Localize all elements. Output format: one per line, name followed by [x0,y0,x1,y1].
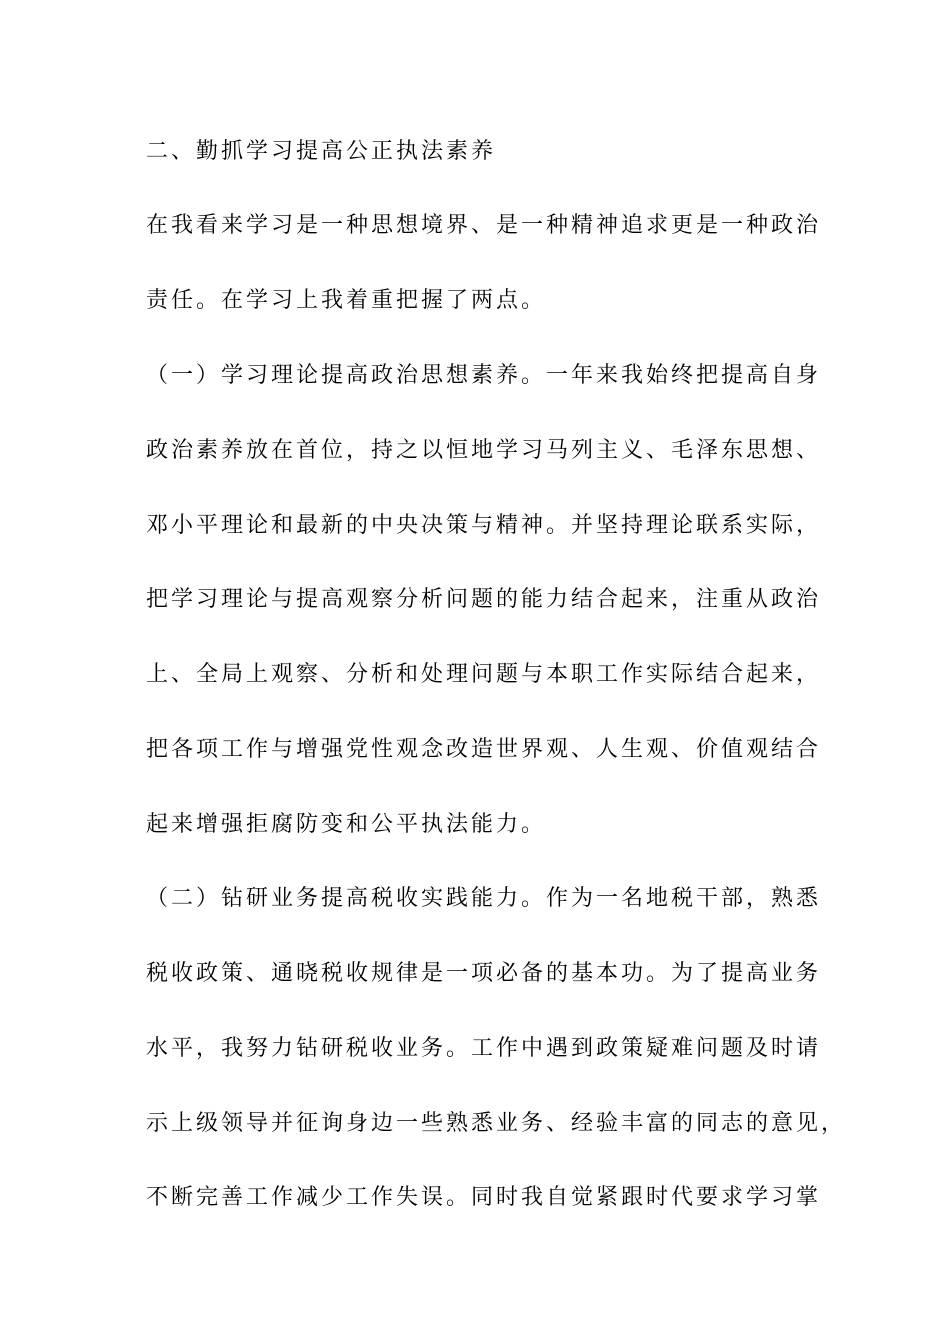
text-line: 起来增强拒腐防变和公平执法能力。 [146,812,547,837]
text-line: 把学习理论与提高观察分析问题的能力结合起来，注重从政治 [146,587,822,612]
text-line: 示上级领导并征询身边一些熟悉业务、经验丰富的同志的意见， [146,1111,847,1136]
text-line: 把各项工作与增强党性观念改造世界观、人生观、价值观结合 [146,737,822,762]
text-line: 责任。在学习上我着重把握了两点。 [146,288,547,313]
text-line: 税收政策、通晓税收规律是一项必备的基本功。为了提高业务 [146,961,822,986]
text-line: 邓小平理论和最新的中央决策与精神。并坚持理论联系实际， [146,513,822,538]
text-line: 上、全局上观察、分析和处理问题与本职工作实际结合起来， [146,662,822,687]
text-line: 在我看来学习是一种思想境界、是一种精神追求更是一种政治 [146,213,822,238]
text-line: 不断完善工作减少工作失误。同时我自觉紧跟时代要求学习掌 [146,1185,822,1210]
text-line: 水平，我努力钻研税收业务。工作中遇到政策疑难问题及时请 [146,1036,822,1061]
text-line: （一）学习理论提高政治思想素养。一年来我始终把提高自身 [146,363,822,388]
text-line: 政治素养放在首位，持之以恒地学习马列主义、毛泽东思想、 [146,438,822,463]
text-line: （二）钻研业务提高税收实践能力。作为一名地税干部，熟悉 [146,886,822,911]
section-heading: 二、勤抓学习提高公正执法素养 [146,139,497,164]
